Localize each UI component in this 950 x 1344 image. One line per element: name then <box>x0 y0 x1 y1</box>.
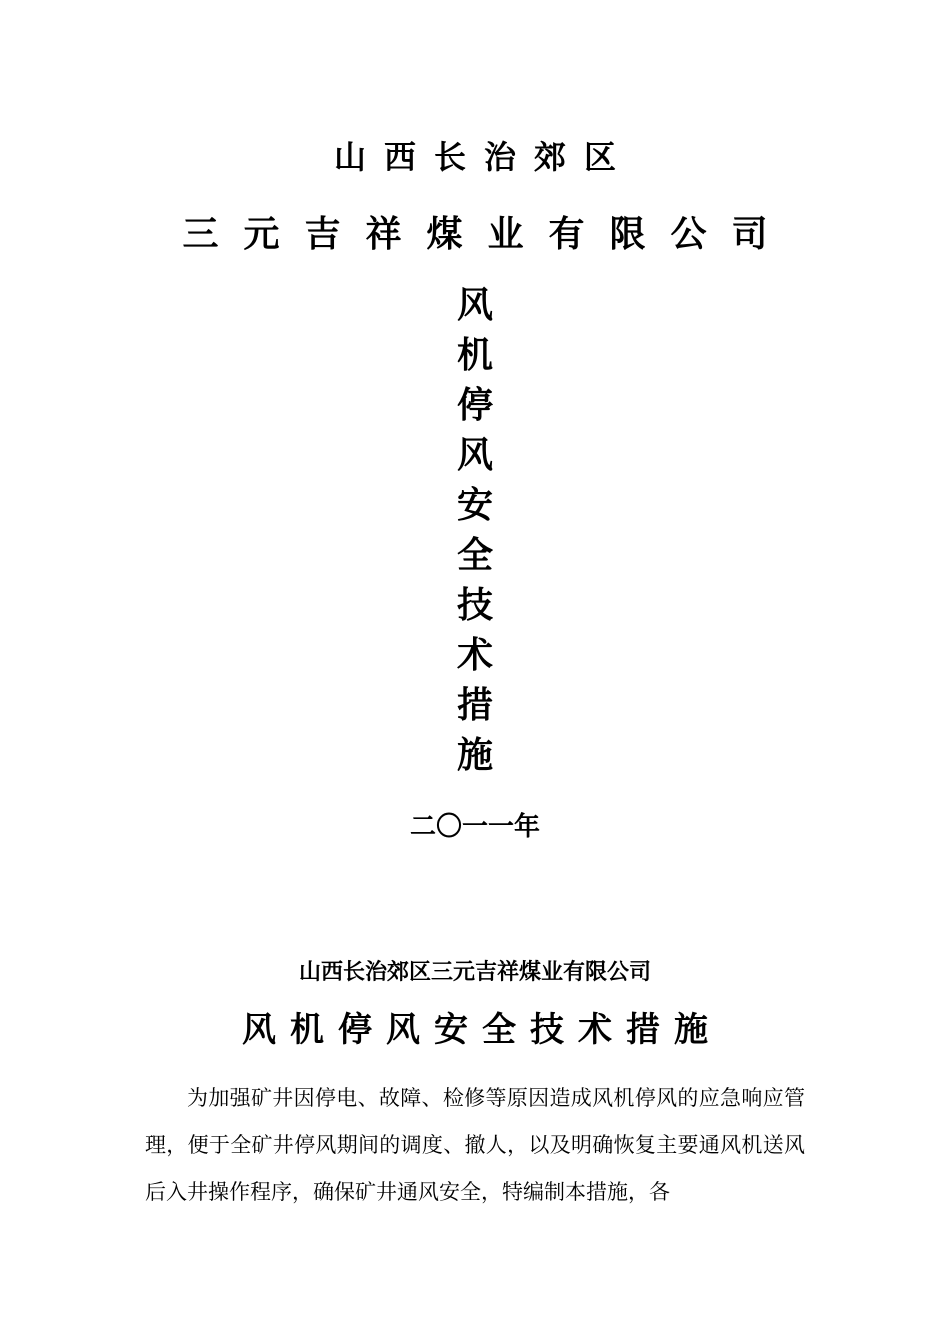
cover-title-char: 术 <box>456 634 493 676</box>
cover-title-char: 措 <box>456 684 493 726</box>
cover-year: 二〇一一年 <box>409 812 540 842</box>
cover-title-char: 机 <box>456 334 493 376</box>
cover-region-title: 山西长治郊区 <box>333 138 634 176</box>
cover-title-char: 全 <box>456 534 493 576</box>
cover-title-char: 风 <box>456 284 493 326</box>
cover-title-char: 风 <box>456 434 493 476</box>
body-document-title: 风机停风安全技术措施 <box>242 1010 722 1050</box>
cover-title-char: 技 <box>456 584 493 626</box>
cover-title-char: 停 <box>456 384 493 426</box>
intro-paragraph: 为加强矿井因停电、故障、检修等原因造成风机停风的应急响应管理，便于全矿井停风期间的调度、撤人，以及明确恢复主要通风机送风后入井操作程序，确保矿井通风安全，特编制本措施，各 <box>145 1086 805 1204</box>
cover-title-char: 安 <box>456 484 493 526</box>
body-company-name: 山西长治郊区三元吉祥煤业有限公司 <box>298 959 651 985</box>
cover-title-char: 施 <box>456 734 493 776</box>
cover-vertical-title <box>455 280 495 780</box>
cover-company-title: 三元吉祥煤业有限公司 <box>182 213 793 255</box>
